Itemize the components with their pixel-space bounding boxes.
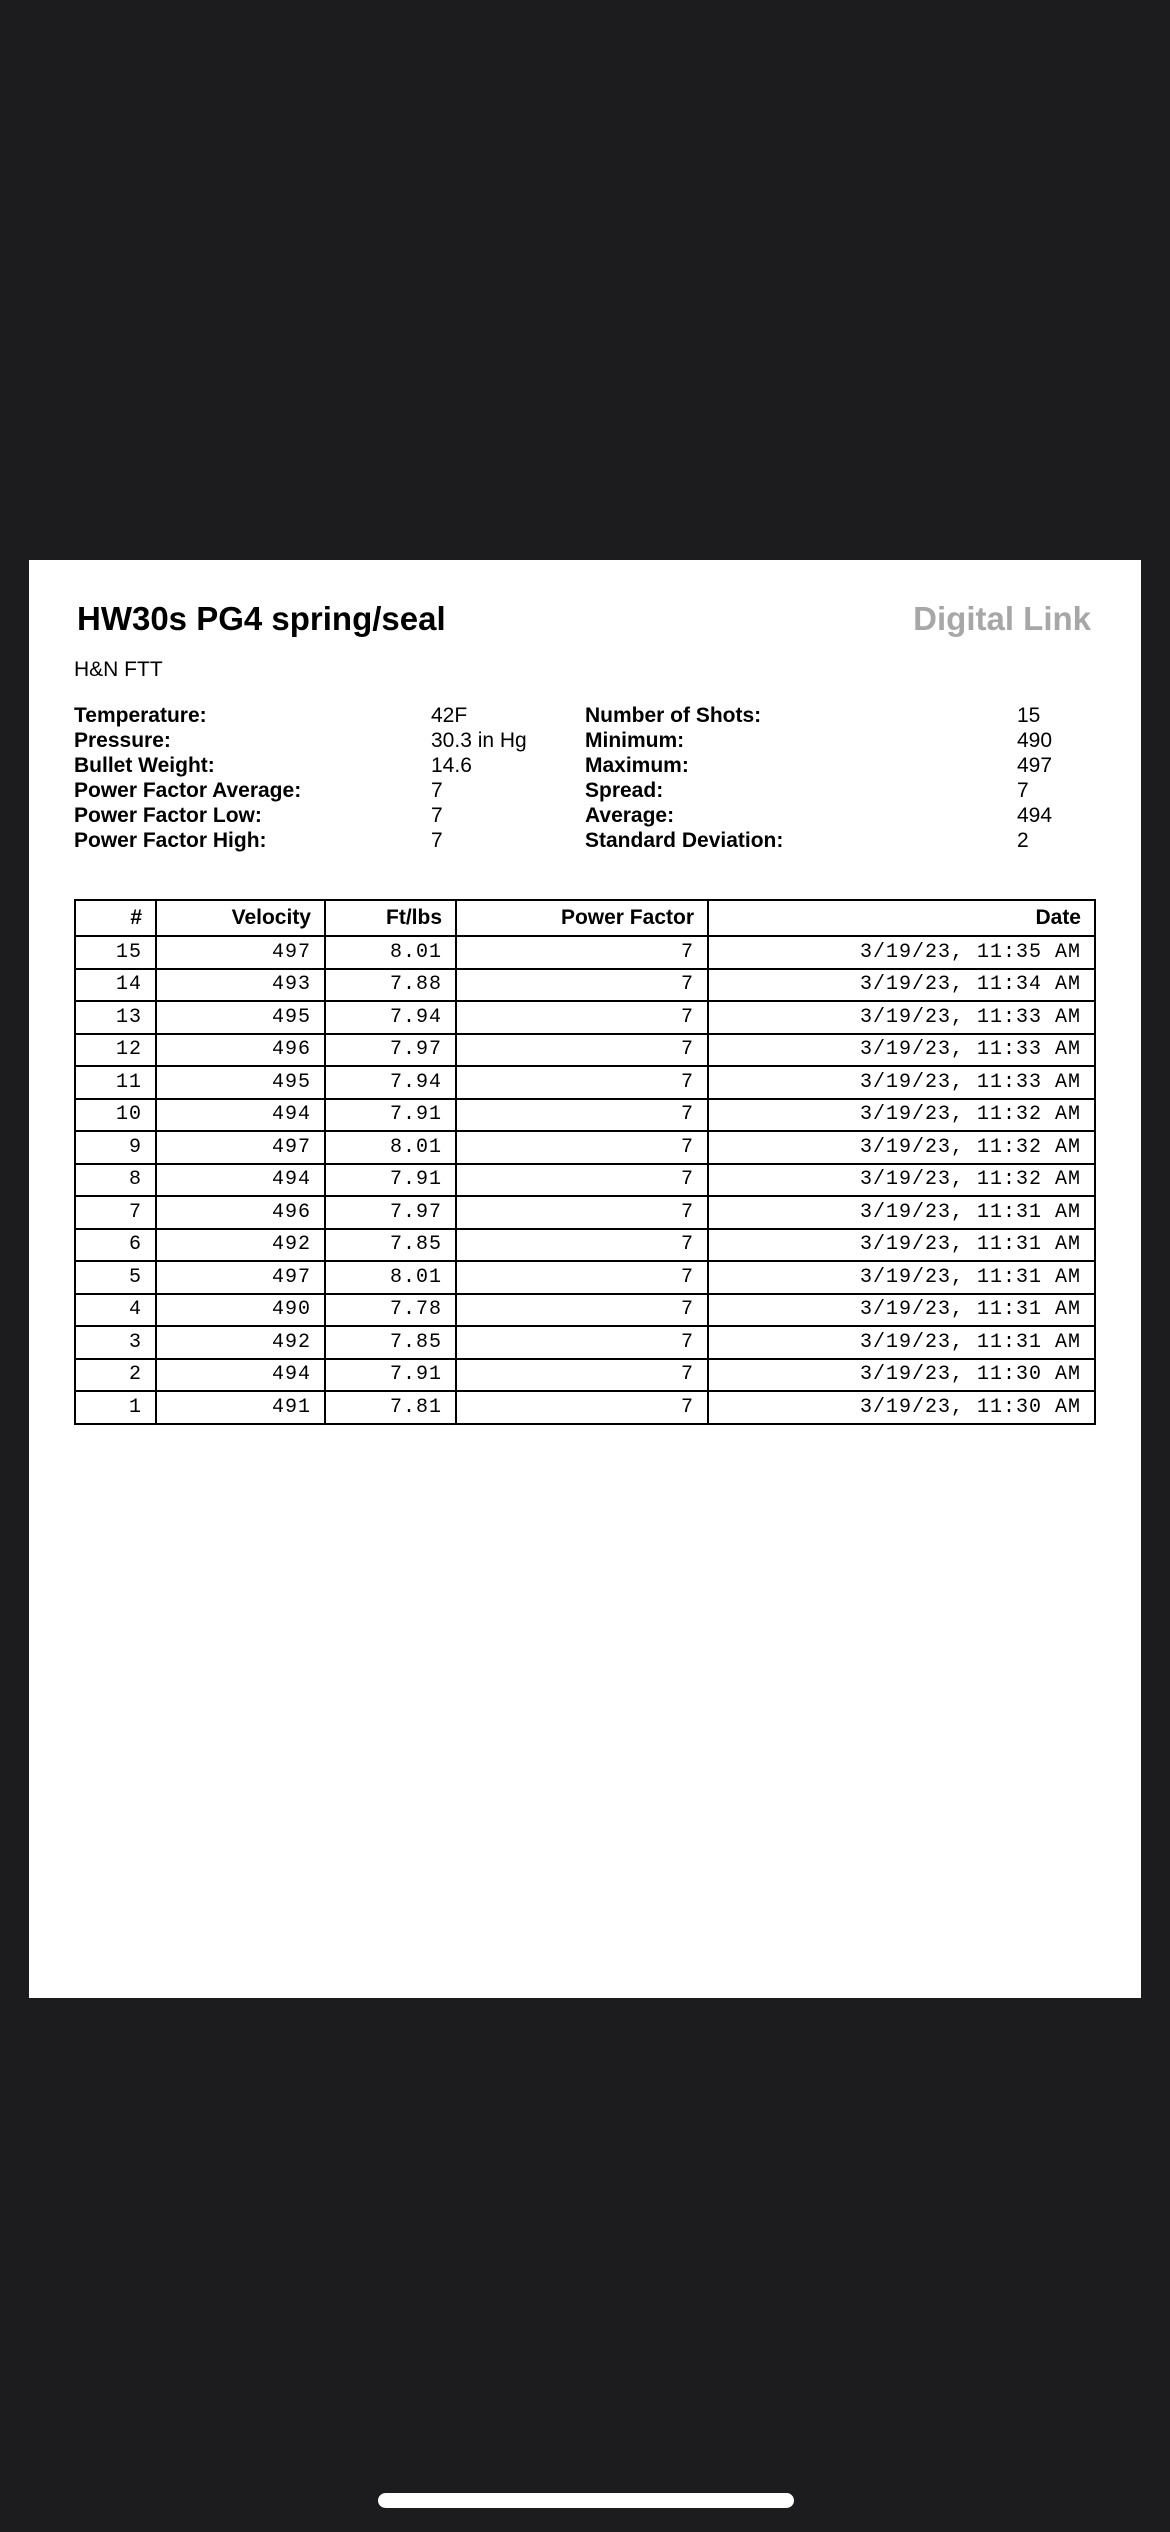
table-row xyxy=(75,1099,1095,1132)
velocity-cell: 490 xyxy=(156,1294,325,1327)
ft-lbs-cell: 8.01 xyxy=(325,936,456,969)
stat-row-power-factor-high xyxy=(74,828,574,853)
date-cell: 3/19/23, 11:32 AM xyxy=(708,1164,1095,1197)
shot-number-cell: 13 xyxy=(75,1001,156,1034)
stat-value: 15 xyxy=(1017,704,1041,727)
date-cell: 3/19/23, 11:32 AM xyxy=(708,1131,1095,1164)
shot-number-cell: 9 xyxy=(75,1131,156,1164)
table-row xyxy=(75,936,1095,969)
shot-number-cell: 1 xyxy=(75,1391,156,1424)
stat-label: Maximum: xyxy=(585,754,689,777)
power-factor-cell: 7 xyxy=(456,1066,708,1099)
stat-label: Pressure: xyxy=(74,729,171,752)
ft-lbs-cell: 8.01 xyxy=(325,1261,456,1294)
stat-value: 7 xyxy=(431,829,443,852)
velocity-cell: 494 xyxy=(156,1359,325,1392)
velocity-cell: 497 xyxy=(156,936,325,969)
document-title: HW30s PG4 spring/seal xyxy=(77,600,446,637)
stat-row-standard-deviation xyxy=(585,828,1085,853)
shot-number-cell: 5 xyxy=(75,1261,156,1294)
stat-value: 2 xyxy=(1017,829,1029,852)
shot-table xyxy=(74,899,1096,1425)
date-cell: 3/19/23, 11:32 AM xyxy=(708,1099,1095,1132)
shot-number-cell: 2 xyxy=(75,1359,156,1392)
stat-row-number-of-shots xyxy=(585,703,1085,728)
pellet-subtitle: H&N FTT xyxy=(74,658,163,681)
table-row xyxy=(75,1294,1095,1327)
power-factor-cell: 7 xyxy=(456,1294,708,1327)
column-header-velocity: Velocity xyxy=(156,900,325,936)
ft-lbs-cell: 7.91 xyxy=(325,1359,456,1392)
table-header-row xyxy=(75,900,1095,936)
shot-number-cell: 4 xyxy=(75,1294,156,1327)
stat-value: 14.6 xyxy=(431,754,472,777)
shot-number-cell: 11 xyxy=(75,1066,156,1099)
ft-lbs-cell: 7.94 xyxy=(325,1066,456,1099)
environment-stats xyxy=(74,703,574,853)
table-row xyxy=(75,1196,1095,1229)
table-row xyxy=(75,1131,1095,1164)
shot-number-cell: 8 xyxy=(75,1164,156,1197)
ft-lbs-cell: 7.97 xyxy=(325,1034,456,1067)
stat-value: 7 xyxy=(1017,779,1029,802)
power-factor-cell: 7 xyxy=(456,1229,708,1262)
stat-row-maximum xyxy=(585,753,1085,778)
date-cell: 3/19/23, 11:31 AM xyxy=(708,1294,1095,1327)
stat-label: Minimum: xyxy=(585,729,685,752)
date-cell: 3/19/23, 11:30 AM xyxy=(708,1391,1095,1424)
date-cell: 3/19/23, 11:33 AM xyxy=(708,1001,1095,1034)
shot-summary-stats xyxy=(585,703,1085,853)
date-cell: 3/19/23, 11:30 AM xyxy=(708,1359,1095,1392)
ft-lbs-cell: 7.85 xyxy=(325,1229,456,1262)
stat-value: 30.3 in Hg xyxy=(431,729,527,752)
column-header-date: Date xyxy=(708,900,1095,936)
power-factor-cell: 7 xyxy=(456,1099,708,1132)
power-factor-cell: 7 xyxy=(456,1034,708,1067)
power-factor-cell: 7 xyxy=(456,1001,708,1034)
stat-label: Spread: xyxy=(585,779,664,802)
table-row xyxy=(75,1164,1095,1197)
column-header-ft-lbs: Ft/lbs xyxy=(325,900,456,936)
stat-label: Bullet Weight: xyxy=(74,754,215,777)
stat-row-average xyxy=(585,803,1085,828)
stat-value: 42F xyxy=(431,704,468,727)
power-factor-cell: 7 xyxy=(456,1196,708,1229)
home-indicator[interactable] xyxy=(378,2493,794,2508)
ft-lbs-cell: 8.01 xyxy=(325,1131,456,1164)
document-page xyxy=(29,560,1141,1998)
ft-lbs-cell: 7.85 xyxy=(325,1326,456,1359)
stat-row-minimum xyxy=(585,728,1085,753)
velocity-cell: 493 xyxy=(156,969,325,1002)
stat-label: Average: xyxy=(585,804,675,827)
stat-label: Power Factor Low: xyxy=(74,804,262,827)
velocity-cell: 497 xyxy=(156,1131,325,1164)
velocity-cell: 492 xyxy=(156,1326,325,1359)
stat-row-power-factor-low xyxy=(74,803,574,828)
shot-number-cell: 10 xyxy=(75,1099,156,1132)
table-row xyxy=(75,1034,1095,1067)
date-cell: 3/19/23, 11:31 AM xyxy=(708,1229,1095,1262)
table-row xyxy=(75,1261,1095,1294)
table-row xyxy=(75,1359,1095,1392)
date-cell: 3/19/23, 11:31 AM xyxy=(708,1326,1095,1359)
ft-lbs-cell: 7.78 xyxy=(325,1294,456,1327)
stat-row-pressure xyxy=(74,728,574,753)
stat-value: 7 xyxy=(431,804,443,827)
shot-number-cell: 15 xyxy=(75,936,156,969)
stat-value: 7 xyxy=(431,779,443,802)
date-cell: 3/19/23, 11:34 AM xyxy=(708,969,1095,1002)
date-cell: 3/19/23, 11:33 AM xyxy=(708,1066,1095,1099)
column-header-power-factor: Power Factor xyxy=(456,900,708,936)
stat-label: Power Factor High: xyxy=(74,829,267,852)
ft-lbs-cell: 7.88 xyxy=(325,969,456,1002)
table-row xyxy=(75,1326,1095,1359)
brand-label: Digital Link xyxy=(913,600,1091,637)
velocity-cell: 495 xyxy=(156,1001,325,1034)
ft-lbs-cell: 7.91 xyxy=(325,1164,456,1197)
power-factor-cell: 7 xyxy=(456,969,708,1002)
date-cell: 3/19/23, 11:33 AM xyxy=(708,1034,1095,1067)
ft-lbs-cell: 7.94 xyxy=(325,1001,456,1034)
table-row xyxy=(75,1001,1095,1034)
velocity-cell: 495 xyxy=(156,1066,325,1099)
stat-label: Power Factor Average: xyxy=(74,779,302,802)
power-factor-cell: 7 xyxy=(456,1261,708,1294)
stat-label: Number of Shots: xyxy=(585,704,762,727)
velocity-cell: 496 xyxy=(156,1196,325,1229)
ft-lbs-cell: 7.91 xyxy=(325,1099,456,1132)
power-factor-cell: 7 xyxy=(456,1359,708,1392)
column-header-number: # xyxy=(75,900,156,936)
stat-row-spread xyxy=(585,778,1085,803)
stat-row-power-factor-average xyxy=(74,778,574,803)
shot-number-cell: 7 xyxy=(75,1196,156,1229)
power-factor-cell: 7 xyxy=(456,1131,708,1164)
table-row xyxy=(75,969,1095,1002)
date-cell: 3/19/23, 11:35 AM xyxy=(708,936,1095,969)
stat-row-bullet-weight xyxy=(74,753,574,778)
stat-value: 497 xyxy=(1017,754,1053,777)
ft-lbs-cell: 7.97 xyxy=(325,1196,456,1229)
velocity-cell: 494 xyxy=(156,1099,325,1132)
shot-number-cell: 6 xyxy=(75,1229,156,1262)
date-cell: 3/19/23, 11:31 AM xyxy=(708,1261,1095,1294)
date-cell: 3/19/23, 11:31 AM xyxy=(708,1196,1095,1229)
velocity-cell: 496 xyxy=(156,1034,325,1067)
shot-number-cell: 3 xyxy=(75,1326,156,1359)
stat-value: 490 xyxy=(1017,729,1053,752)
stat-label: Temperature: xyxy=(74,704,207,727)
velocity-cell: 492 xyxy=(156,1229,325,1262)
shot-number-cell: 14 xyxy=(75,969,156,1002)
ft-lbs-cell: 7.81 xyxy=(325,1391,456,1424)
stat-value: 494 xyxy=(1017,804,1053,827)
velocity-cell: 494 xyxy=(156,1164,325,1197)
stat-row-temperature xyxy=(74,703,574,728)
power-factor-cell: 7 xyxy=(456,1164,708,1197)
table-row xyxy=(75,1066,1095,1099)
velocity-cell: 491 xyxy=(156,1391,325,1424)
power-factor-cell: 7 xyxy=(456,1391,708,1424)
power-factor-cell: 7 xyxy=(456,936,708,969)
shot-number-cell: 12 xyxy=(75,1034,156,1067)
stat-label: Standard Deviation: xyxy=(585,829,784,852)
velocity-cell: 497 xyxy=(156,1261,325,1294)
table-row xyxy=(75,1391,1095,1424)
power-factor-cell: 7 xyxy=(456,1326,708,1359)
table-row xyxy=(75,1229,1095,1262)
